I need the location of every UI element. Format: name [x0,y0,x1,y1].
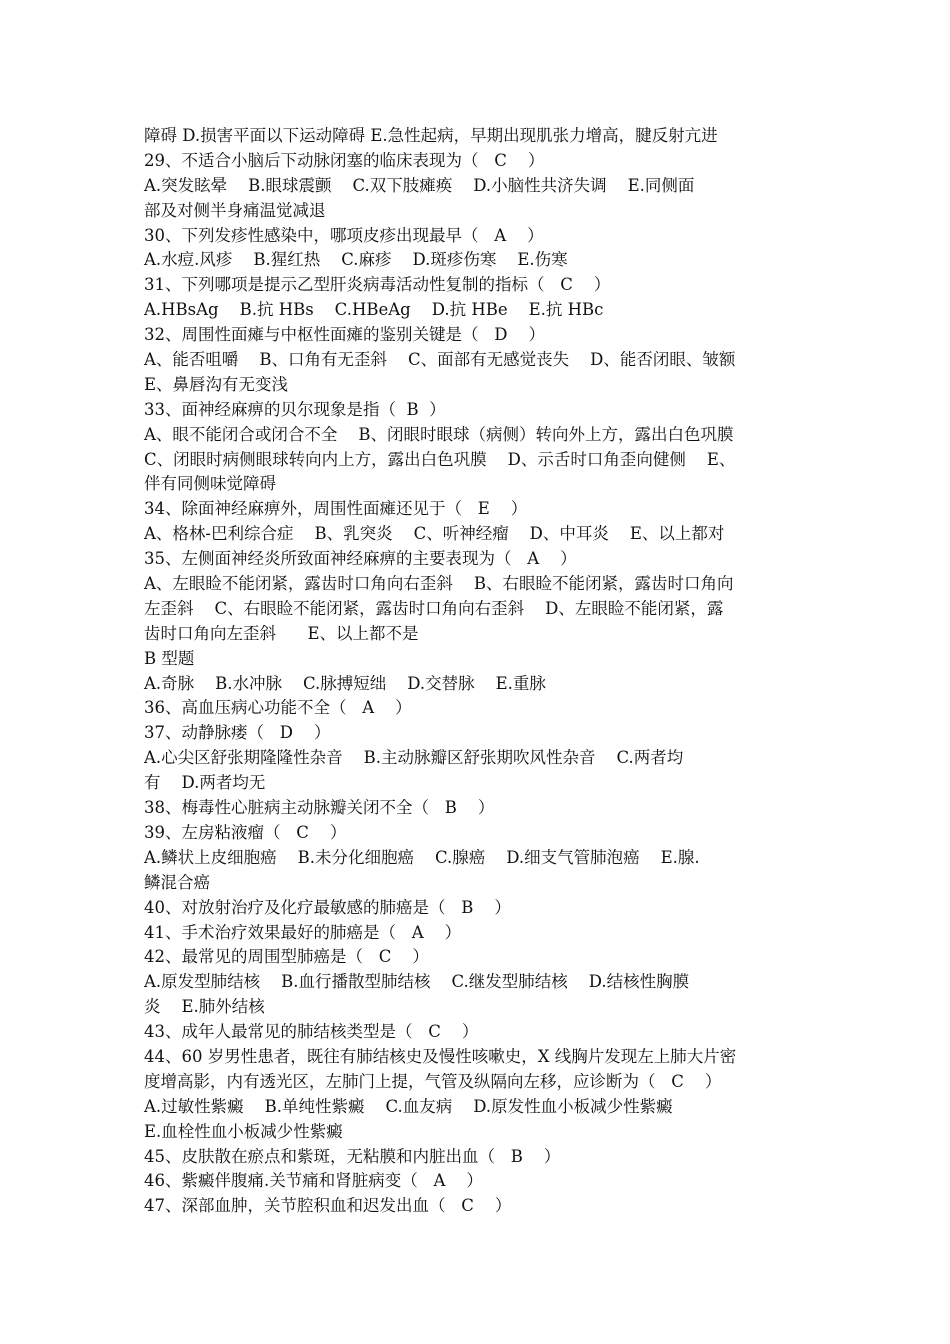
question-40: 40、对放射治疗及化疗最敏感的肺癌是（ B ） [144,897,511,917]
options-line: 左歪斜 C、右眼睑不能闭紧，露齿时口角向右歪斜 D、左眼睑不能闭紧，露 [144,598,724,618]
question-36: 36、高血压病心功能不全（ A ） [144,698,412,718]
question-33: 33、面神经麻痹的贝尔现象是指（ B ） [144,399,446,419]
question-46: 46、紫癜伴腹痛.关节痛和肾脏病变（ A ） [144,1171,483,1191]
question-39: 39、左房粘液瘤（ C ） [144,822,347,842]
text-line: 度增高影，内有透光区，左肺门上提，气管及纵隔向左移，应诊断为（ C ） [144,1071,722,1091]
question-43: 43、成年人最常见的肺结核类型是（ C ） [144,1022,479,1042]
options-line: A.HBsAg B.抗 HBs C.HBeAg D.抗 HBe E.抗 HBc [144,300,604,320]
options-line: A.水痘.风疹 B.猩红热 C.麻疹 D.斑疹伤寒 E.伤寒 [144,250,568,270]
options-line: A.过敏性紫癜 B.单纯性紫癜 C.血友病 D.原发性血小板减少性紫癜 [144,1096,673,1116]
options-line: A.原发型肺结核 B.血行播散型肺结核 C.继发型肺结核 D.结核性胸膜 [144,972,690,992]
question-32: 32、周围性面瘫与中枢性面瘫的鉴别关键是（ D ） [144,325,545,345]
question-29: 29、不适合小脑后下动脉闭塞的临床表现为（ C ） [144,150,545,170]
options-line: A、左眼睑不能闭紧，露齿时口角向右歪斜 B、右眼睑不能闭紧，露齿时口角向 [144,574,734,594]
options-line: E.血栓性血小板减少性紫癜 [144,1121,343,1141]
question-38: 38、梅毒性心脏病主动脉瓣关闭不全（ B ） [144,798,495,818]
question-30: 30、下列发疹性感染中，哪项皮疹出现最早（ A ） [144,225,544,245]
options-line: E、鼻唇沟有无变浅 [144,374,289,394]
options-line: 伴有同侧味觉障碍 [144,474,276,494]
question-35: 35、左侧面神经炎所致面神经麻痹的主要表现为（ A ） [144,549,577,569]
document-page [144,124,808,1219]
text-line: 障碍 D.损害平面以下运动障碍 E.急性起病，早期出现肌张力增高，腱反射亢进 [144,126,718,145]
options-line: A、格林-巴利综合症 B、乳突炎 C、听神经瘤 D、中耳炎 E、以上都对 [144,524,725,544]
options-line: A.突发眩晕 B.眼球震颤 C.双下肢瘫痪 D.小脑性共济失调 E.同侧面 [144,175,695,195]
question-44: 44、60 岁男性患者，既往有肺结核史及慢性咳嗽史，X 线胸片发现左上肺大片密 [144,1046,737,1066]
options-line: A、眼不能闭合或闭合不全 B、闭眼时眼球（病侧）转向外上方，露出白色巩膜 [144,424,734,444]
options-line: 鳞混合癌 [144,872,210,892]
options-line: A.奇脉 B.水冲脉 C.脉搏短绌 D.交替脉 E.重脉 [144,673,546,693]
options-line: A.心尖区舒张期隆隆性杂音 B.主动脉瓣区舒张期吹风性杂音 C.两者均 [144,748,684,768]
question-41: 41、手术治疗效果最好的肺癌是（ A ） [144,922,462,942]
question-45: 45、皮肤散在瘀点和紫斑，无粘膜和内脏出血（ B ） [144,1146,561,1166]
options-line: A、能否咀嚼 B、口角有无歪斜 C、面部有无感觉丧失 D、能否闭眼、皱额 [144,350,736,370]
section-heading: B 型题 [144,648,195,668]
options-line: 有 D.两者均无 [144,773,266,793]
question-47: 47、深部血肿，关节腔积血和迟发出血（ C ） [144,1196,512,1216]
options-line: 齿时口角向左歪斜 E、以上都不是 [144,623,419,643]
options-line: 炎 E.肺外结核 [144,997,265,1017]
question-37: 37、动静脉瘘（ D ） [144,723,331,743]
options-line: 部及对侧半身痛温觉减退 [144,200,326,220]
options-line: A.鳞状上皮细胞癌 B.未分化细胞癌 C.腺癌 D.细支气管肺泡癌 E.腺. [144,847,700,867]
question-31: 31、下列哪项是提示乙型肝炎病毒活动性复制的指标（ C ） [144,275,611,295]
options-line: C、闭眼时病侧眼球转向内上方，露出白色巩膜 D、示舌时口角歪向健侧 E、 [144,449,736,469]
question-42: 42、最常见的周围型肺癌是（ C ） [144,947,429,967]
question-34: 34、除面神经麻痹外，周围性面瘫还见于（ E ） [144,499,528,519]
